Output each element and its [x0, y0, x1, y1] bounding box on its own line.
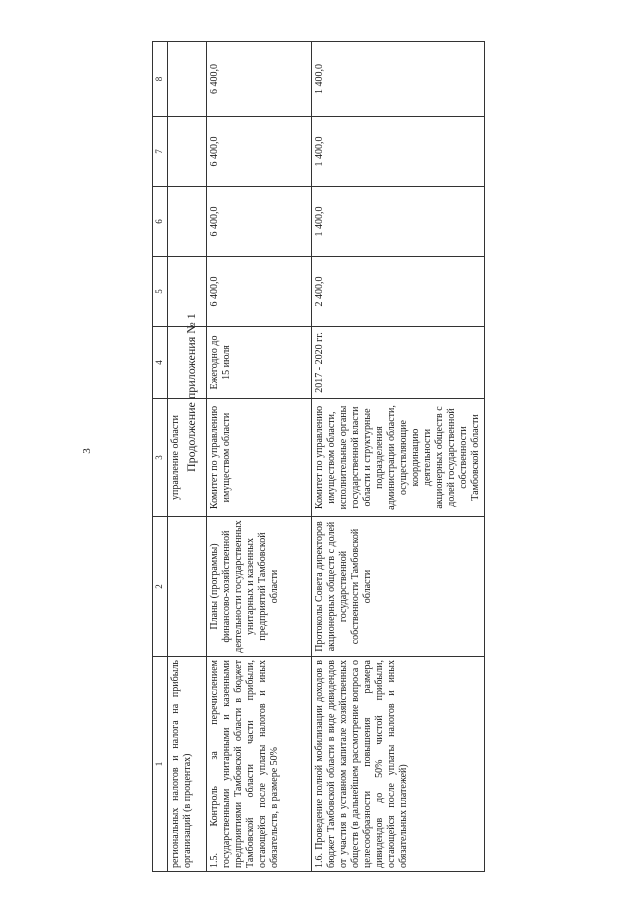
value-cell: 6 400,0	[207, 42, 312, 117]
deadline-cell: Ежегодно до 15 июля	[207, 327, 312, 399]
value-cell: 1 400,0	[312, 187, 485, 257]
value-cell	[168, 42, 207, 117]
appendix-title: Продолжение приложения № 1	[184, 313, 198, 472]
column-number: 1	[153, 657, 168, 872]
document-cell: Планы (программы) финансово-хозяйственной деятельности государственных унитарных и казенных предприятий Тамбовской области	[207, 517, 312, 657]
responsible-cell: Комитет по управлению имуществом области, исполнительные органы государственной власти области и структурные подразделения администрации области, осуществляющие координацию деятельности акционерных обществ с долей государственной собственности Тамбовской области	[312, 399, 485, 517]
value-cell: 6 400,0	[207, 187, 312, 257]
value-cell	[168, 257, 207, 327]
column-number: 3	[153, 399, 168, 517]
table-row	[207, 42, 312, 872]
measure-name-cell: 1.5. Контроль за перечислением государственными унитарными и казенными предприятиями Тамбовской области в бюджет Тамбовской области части прибыли, остающейся после уплаты налогов и иных обязательств, в размере 50%	[207, 657, 312, 872]
responsible-cell: управление области	[168, 399, 207, 517]
column-number: 6	[153, 187, 168, 257]
page-number: 3	[80, 448, 93, 454]
column-number: 2	[153, 517, 168, 657]
measure-name-cell: 1.6. Проведение полной мобилизации доходов в бюджет Тамбовской области в виде дивидендов от участия в уставном капитале хозяйственных обществ (в дальнейшем рассмотрение вопроса о целесообразности повышения размера дивидендов до 50% чистой прибыли, остающейся после уплаты налогов и иных обязательных платежей)	[312, 657, 485, 872]
column-number-row	[153, 42, 168, 872]
document-cell: Протоколы Совета директоров акционерных обществ с долей государственной собственности Тамбовской области	[312, 517, 485, 657]
value-cell: 1 400,0	[312, 42, 485, 117]
value-cell: 2 400,0	[312, 257, 485, 327]
column-number: 7	[153, 117, 168, 187]
measures-table-wrapper	[152, 42, 481, 872]
table-row	[168, 42, 207, 872]
column-number: 8	[153, 42, 168, 117]
deadline-cell	[168, 327, 207, 399]
measure-name-cell: региональных налогов и налога на прибыль организаций (в процентах)	[168, 657, 207, 872]
value-cell	[168, 187, 207, 257]
value-cell	[168, 117, 207, 187]
deadline-cell: 2017 - 2020 гг.	[312, 327, 485, 399]
value-cell: 6 400,0	[207, 257, 312, 327]
value-cell: 6 400,0	[207, 117, 312, 187]
document-cell	[168, 517, 207, 657]
column-number: 5	[153, 257, 168, 327]
value-cell: 1 400,0	[312, 117, 485, 187]
measures-table	[152, 41, 485, 872]
responsible-cell: Комитет по управлению имуществом области	[207, 399, 312, 517]
column-number: 4	[153, 327, 168, 399]
table-row	[312, 42, 485, 872]
